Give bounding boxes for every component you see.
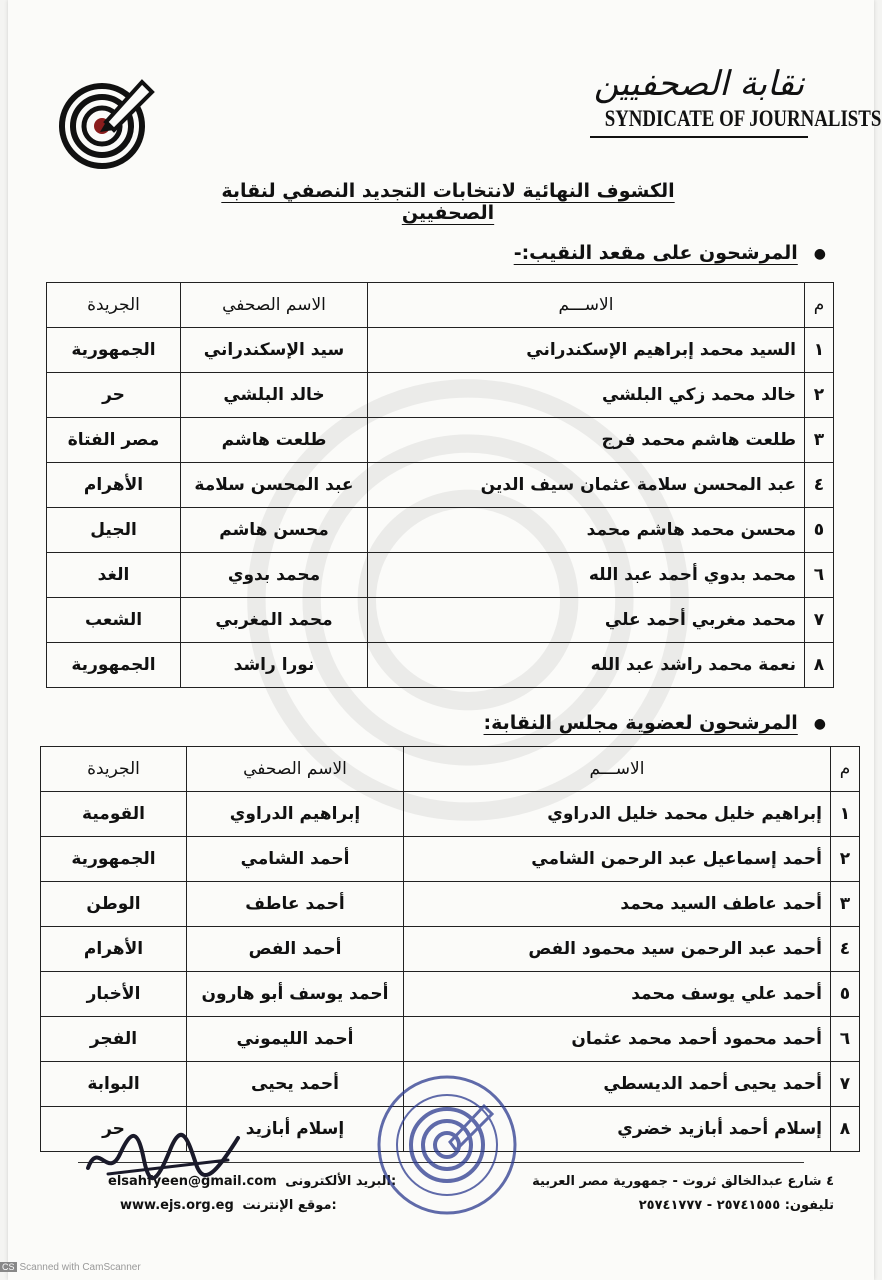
candidate-full-name: أحمد محمود أحمد محمد عثمان xyxy=(404,1017,831,1062)
candidate-newspaper: الجمهورية xyxy=(47,328,181,373)
candidate-full-name: خالد محمد زكي البلشي xyxy=(368,373,805,418)
handwritten-signature-icon xyxy=(78,1120,248,1190)
table-row xyxy=(47,508,834,553)
col-newspaper: الجريدة xyxy=(41,747,187,792)
candidate-newspaper: البوابة xyxy=(41,1062,187,1107)
candidate-full-name: محسن محمد هاشم محمد xyxy=(368,508,805,553)
table-row xyxy=(47,418,834,463)
table-row xyxy=(41,1017,860,1062)
table-row xyxy=(41,882,860,927)
section-heading-council: ●المرشحون لعضوية مجلس النقابة: xyxy=(483,712,826,734)
row-number: ٣ xyxy=(831,882,860,927)
col-newspaper: الجريدة xyxy=(47,283,181,328)
candidate-newspaper: القومية xyxy=(41,792,187,837)
pen-nib-target-icon xyxy=(56,70,156,170)
candidate-newspaper: الفجر xyxy=(41,1017,187,1062)
candidate-newspaper: حر xyxy=(47,373,181,418)
candidate-full-name: محمد بدوي أحمد عبد الله xyxy=(368,553,805,598)
brand-english-name: SYNDICATE OF JOURNALISTS xyxy=(604,106,882,131)
official-seal-icon xyxy=(372,1070,522,1220)
table-row xyxy=(41,927,860,972)
row-number: ٣ xyxy=(805,418,834,463)
col-pen-name: الاسم الصحفي xyxy=(187,747,404,792)
row-number: ٤ xyxy=(831,927,860,972)
candidate-full-name: محمد مغربي أحمد علي xyxy=(368,598,805,643)
table-row xyxy=(47,463,834,508)
footer-address: ٤ شارع عبدالخالق ثروت - جمهورية مصر العربية xyxy=(532,1174,834,1189)
candidate-newspaper: الجمهورية xyxy=(41,837,187,882)
row-number: ٧ xyxy=(831,1062,860,1107)
row-number: ٨ xyxy=(805,643,834,688)
candidate-newspaper: الشعب xyxy=(47,598,181,643)
candidate-pen-name: خالد البلشي xyxy=(181,373,368,418)
row-number: ٥ xyxy=(831,972,860,1017)
candidate-newspaper: الأخبار xyxy=(41,972,187,1017)
table-header-row xyxy=(47,283,834,328)
brand-arabic-name: نقابة الصحفيين xyxy=(593,64,805,104)
candidate-full-name: أحمد إسماعيل عبد الرحمن الشامي xyxy=(404,837,831,882)
candidate-full-name: السيد محمد إبراهيم الإسكندراني xyxy=(368,328,805,373)
row-number: ٧ xyxy=(805,598,834,643)
table-row xyxy=(47,553,834,598)
candidate-full-name: عبد المحسن سلامة عثمان سيف الدين xyxy=(368,463,805,508)
candidate-full-name: أحمد عاطف السيد محمد xyxy=(404,882,831,927)
footer-website-row xyxy=(120,1198,337,1213)
col-full-name: الاســـم xyxy=(368,283,805,328)
candidate-pen-name: أحمد الشامي xyxy=(187,837,404,882)
footer-website-label: موقع الإنترنت: xyxy=(242,1198,337,1213)
col-full-name: الاســـم xyxy=(404,747,831,792)
candidate-newspaper: مصر الفتاة xyxy=(47,418,181,463)
candidate-full-name: إبراهيم خليل محمد خليل الدراوي xyxy=(404,792,831,837)
candidate-newspaper: حر xyxy=(41,1107,187,1152)
candidate-pen-name: محسن هاشم xyxy=(181,508,368,553)
page-title: الكشوف النهائية لانتخابات التجديد النصفي لنقابة الصحفيين xyxy=(221,180,675,224)
camscanner-watermark xyxy=(0,1262,141,1273)
candidate-pen-name: أحمد عاطف xyxy=(187,882,404,927)
col-number: م xyxy=(805,283,834,328)
row-number: ١ xyxy=(831,792,860,837)
candidate-newspaper: الأهرام xyxy=(41,927,187,972)
candidate-pen-name: سيد الإسكندراني xyxy=(181,328,368,373)
table-row xyxy=(47,328,834,373)
candidate-full-name: إسلام أحمد أبازيد خضري xyxy=(404,1107,831,1152)
table-row xyxy=(41,972,860,1017)
table-row xyxy=(41,837,860,882)
camscanner-text: Scanned with CamScanner xyxy=(19,1262,141,1273)
row-number: ٤ xyxy=(805,463,834,508)
footer-email-label: البريد الألكترونى: xyxy=(285,1174,397,1189)
candidate-newspaper: الجمهورية xyxy=(47,643,181,688)
bullet-icon: ● xyxy=(813,245,826,262)
candidate-pen-name: إسلام أبازيد xyxy=(187,1107,404,1152)
candidate-pen-name: أحمد الفص xyxy=(187,927,404,972)
candidate-full-name: أحمد يحيى أحمد الديسطي xyxy=(404,1062,831,1107)
candidate-pen-name: طلعت هاشم xyxy=(181,418,368,463)
president-candidates-table xyxy=(46,282,834,688)
table-header-row xyxy=(41,747,860,792)
brand-divider xyxy=(590,136,808,138)
candidate-full-name: أحمد علي يوسف محمد xyxy=(404,972,831,1017)
table-row xyxy=(47,598,834,643)
row-number: ٦ xyxy=(805,553,834,598)
candidate-pen-name: محمد المغربي xyxy=(181,598,368,643)
row-number: ٢ xyxy=(831,837,860,882)
row-number: ٦ xyxy=(831,1017,860,1062)
candidate-newspaper: الغد xyxy=(47,553,181,598)
camscanner-badge: CS xyxy=(2,1262,15,1272)
row-number: ١ xyxy=(805,328,834,373)
col-number: م xyxy=(831,747,860,792)
candidate-pen-name: محمد بدوي xyxy=(181,553,368,598)
candidate-newspaper: الأهرام xyxy=(47,463,181,508)
row-number: ٥ xyxy=(805,508,834,553)
candidate-pen-name: عبد المحسن سلامة xyxy=(181,463,368,508)
candidate-full-name: طلعت هاشم محمد فرج xyxy=(368,418,805,463)
col-pen-name: الاسم الصحفي xyxy=(181,283,368,328)
row-number: ٨ xyxy=(831,1107,860,1152)
candidate-pen-name: أحمد يوسف أبو هارون xyxy=(187,972,404,1017)
footer-email[interactable]: elsahfyeen@gmail.com xyxy=(108,1174,277,1189)
brand-block xyxy=(584,62,882,138)
document-page xyxy=(8,0,882,1280)
candidate-full-name: نعمة محمد راشد عبد الله xyxy=(368,643,805,688)
candidate-pen-name: أحمد الليموني xyxy=(187,1017,404,1062)
candidate-pen-name: نورا راشد xyxy=(181,643,368,688)
candidate-newspaper: الجيل xyxy=(47,508,181,553)
candidate-full-name: أحمد عبد الرحمن سيد محمود الفص xyxy=(404,927,831,972)
table-row xyxy=(47,643,834,688)
table-row xyxy=(47,373,834,418)
section-heading-president: ●المرشحون على مقعد النقيب:- xyxy=(513,242,826,264)
bullet-icon: ● xyxy=(813,715,826,732)
footer-phone: تليفون: ٢٥٧٤١٥٥٥ - ٢٥٧٤١٧٧٧ xyxy=(638,1198,834,1213)
table-row xyxy=(41,792,860,837)
row-number: ٢ xyxy=(805,373,834,418)
candidate-newspaper: الوطن xyxy=(41,882,187,927)
candidate-pen-name: أحمد يحيى xyxy=(187,1062,404,1107)
footer-website[interactable]: www.ejs.org.eg xyxy=(120,1198,234,1213)
candidate-pen-name: إبراهيم الدراوي xyxy=(187,792,404,837)
